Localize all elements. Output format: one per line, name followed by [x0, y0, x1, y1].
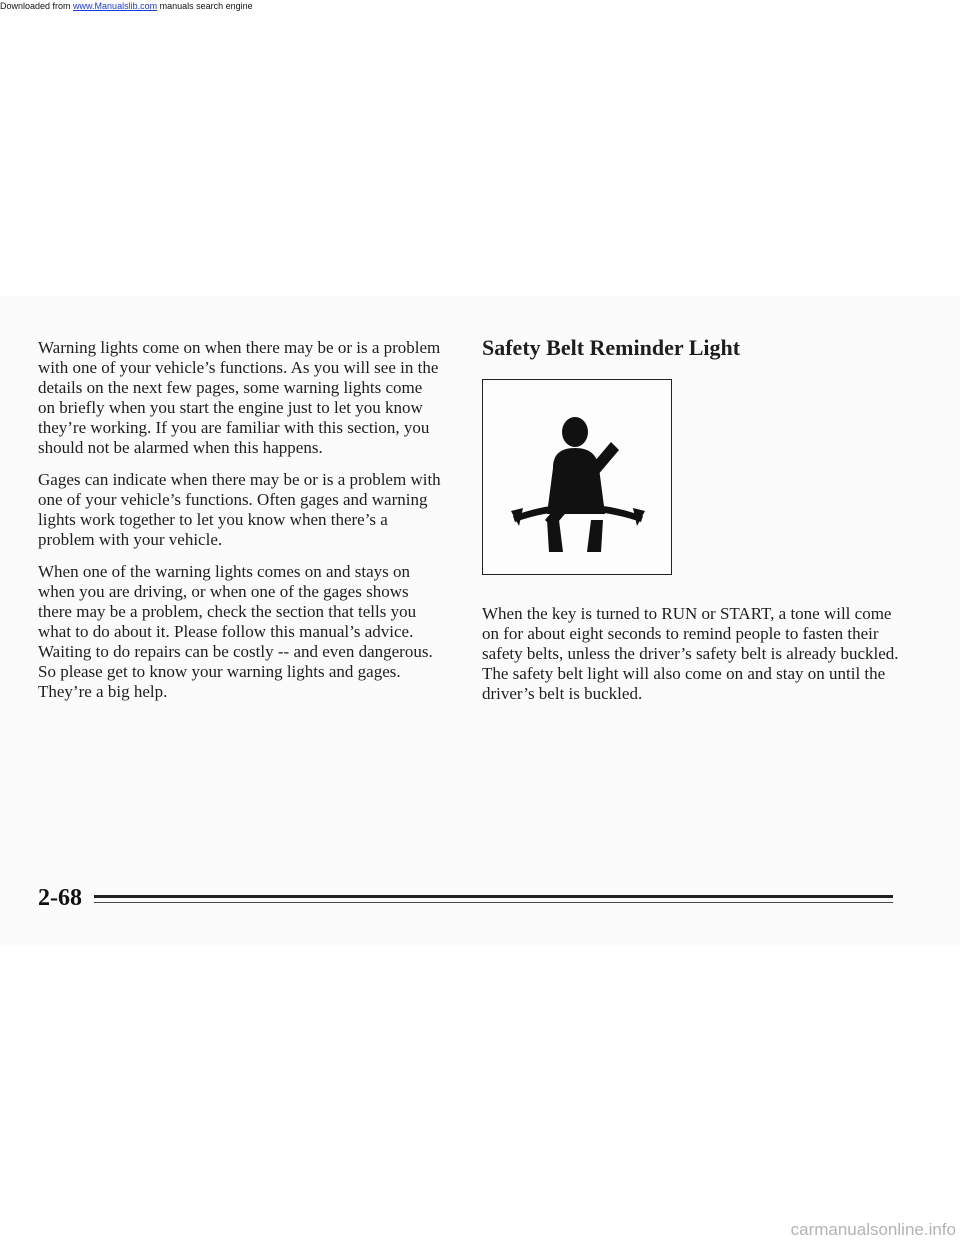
manualslib-link[interactable]: www.Manualslib.com	[73, 1, 158, 11]
download-header	[0, 0, 253, 12]
footer-rule-thick	[94, 895, 893, 898]
manual-page	[0, 296, 960, 946]
gages-paragraph: Gages can indicate when there may be or is a problem with one of your vehicle’s functions. Often gages and warning lights work together to let you know when there’s a problem with your vehicle.	[38, 470, 441, 549]
page-number: 2-68	[38, 885, 82, 911]
warning-action-paragraph: When one of the warning lights comes on and stays on when you are driving, or when one of the gages shows there may be a problem, check the section that tells you what to do about it. Please follow this manual’s advice. Waiting to do repairs can be costly -- and even dangerous. So please get to know your warning lights and gages. They’re a big help.	[38, 562, 433, 701]
warning-lights-paragraph: Warning lights come on when there may be or is a problem with one of your vehicle’s functions. As you will see in the details on the next few pages, some warning lights come on briefly when you start the engine just to let you know they’re working. If you are familiar with this section, you should not be alarmed when this happens.	[38, 338, 441, 457]
site-watermark: carmanualsonline.info	[790, 1220, 956, 1239]
download-header-suffix: manuals search engine	[157, 1, 253, 11]
seatbelt-person-icon	[483, 380, 670, 573]
left-column	[38, 338, 443, 714]
download-header-prefix: Downloaded from	[0, 1, 74, 11]
footer-rule-thin	[94, 902, 893, 903]
safety-belt-description: When the key is turned to RUN or START, a tone will come on for about eight seconds to remind people to fasten their safety belts, unless the driver’s safety belt is already buckled. The safety belt light will also come on and stay on until the driver’s belt is buckled.	[482, 604, 899, 703]
page-footer	[38, 883, 893, 913]
right-column	[482, 334, 912, 703]
section-title: Safety Belt Reminder Light	[482, 335, 741, 360]
seatbelt-icon-box	[482, 379, 672, 575]
